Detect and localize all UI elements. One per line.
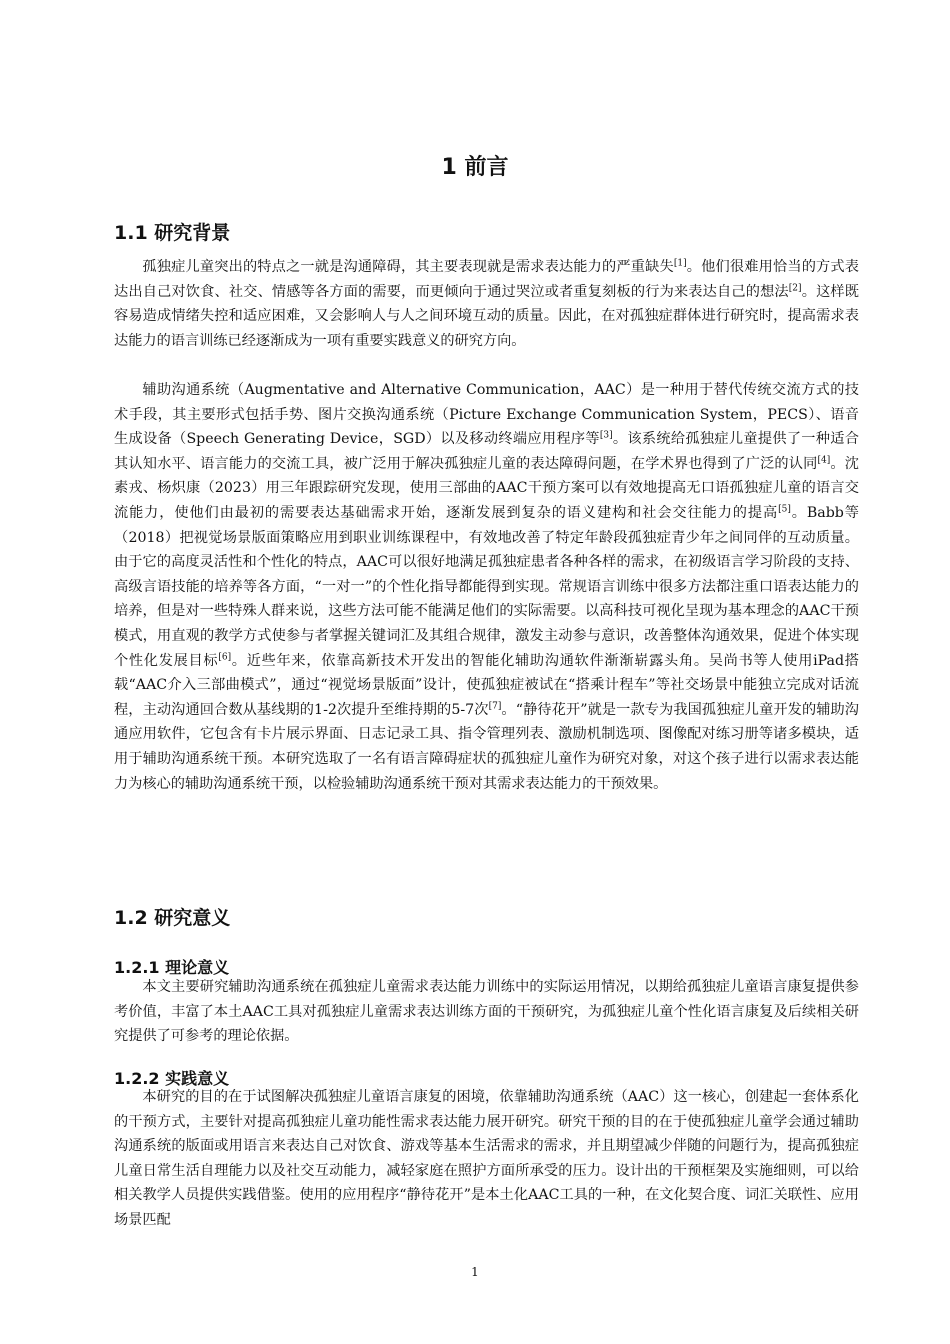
citation-ref: [4] (817, 455, 831, 466)
text-run: 。Babb等（2018）把视觉场景版面策略应用到职业训练课程中，有效地改善了特定年龄段孤独症青少年之间同伴的互动质量。由于它的高度灵活性和个性化的特点，AAC可以很好地满足孤独症患者各种各样的需求，在初级语言学习阶段的支持、高级言语技能的培养等各方面，“一对一”的个性化指导都能得到实现。常规语言训练中很多方法都注重口语表达能力的培养，但是对一些特殊人群来说，这些方法可能不能满足他们的实际需要。以高科技可视化呈现为基本理念的AAC干预模式，用直观的教学方式使参与者掌握关键词汇及其组合规律，激发主动参与意识，改善整体沟通效果，促进个体实现个性化发展目标 (114, 504, 859, 669)
citation-ref: [5] (778, 504, 791, 515)
citation-ref: [7] (488, 700, 502, 711)
text-run: 孤独症儿童突出的特点之一就是沟通障碍，其主要表现就是需求表达能力的严重缺失 (142, 259, 674, 275)
subsection-heading-theory: 1.2.1 理论意义 (114, 958, 230, 977)
text-run: 。这样既容易造成情绪失控和适应困难，又会影响人与人之间环境互动的质量。因此，在对孤独症群体进行研究时，提高需求表达能力的语言训练已经逐渐成为一项有重要实践意义的研究方向。 (114, 283, 859, 349)
paragraph-theory (114, 975, 859, 1049)
citation-ref: [2] (788, 282, 802, 293)
section-heading-significance: 1.2 研究意义 (114, 907, 231, 929)
text-run: 。该系统给孤独症儿童提供了一种适合其认知水平、语言能力的交流工具，被广泛用于解决孤独症儿童的表达障碍问题，在学术界也得到了广泛的认同 (114, 431, 859, 472)
text-run: 。沈素戎、杨炽康（2023）用三年跟踪研究发现，使用三部曲的AAC干预方案可以有效地提高无口语孤独症儿童的语言交流能力，使他们由最初的需要表达基础需求开始，逐渐发展到复杂的语义建构和社会交往能力的提高 (114, 455, 859, 521)
text-run: 本研究的目的在于试图解决孤独症儿童语言康复的困境，依靠辅助沟通系统（AAC）这一核心，创建起一套体系化的干预方式，主要针对提高孤独症儿童功能性需求表达能力展开研究。研究干预的目的在于使孤独症儿童学会通过辅助沟通系统的版面或用语言来表达自己对饮食、游戏等基本生活需求的需求，并且期望减少伴随的问题行为，提高孤独症儿童日常生活自理能力以及社交互动能力，减轻家庭在照护方面所承受的压力。设计出的干预框架及实施细则，可以给相关教学人员提供实践借鉴。使用的应用程序“静待花开”是本土化AAC工具的一种，在文化契合度、词汇关联性、应用场景匹配 (114, 1089, 859, 1228)
subsection-heading-practice: 1.2.2 实践意义 (114, 1069, 230, 1088)
citation-ref: [1] (673, 258, 687, 269)
citation-ref: [3] (599, 430, 613, 441)
chapter-title: 1 前言 (441, 155, 509, 180)
text-run: 辅助沟通系统（Augmentative and Alternative Communication，AAC）是一种用于替代传统交流方式的技术手段，其主要形式包括手势、图片交换沟通系统（Picture Exchange Communication System，PECS）、语音生成设备（Speech Generating Device，SGD）以及移动终端应用程序等 (114, 382, 859, 448)
text-run: 。近些年来，依靠高新技术开发出的智能化辅助沟通软件渐渐崭露头角。吴尚书等人使用iPad搭载“AAC介入三部曲模式”，通过“视觉场景版面”设计，使孤独症被试在“搭乘计程车”等社交场景中能独立完成对话流程，主动沟通回合数从基线期的1-2次提升至维持期的5-7次 (114, 652, 859, 718)
text-run: 。“静待花开”就是一款专为我国孤独症儿童开发的辅助沟通应用软件，它包含有卡片展示界面、日志记录工具、指令管理列表、激励机制选项、图像配对练习册等诸多模块，适用于辅助沟通系统干预。本研究选取了一名有语言障碍症状的孤独症儿童作为研究对象，对这个孩子进行以需求表达能力为核心的辅助沟通系统干预，以检验辅助沟通系统干预对其需求表达能力的干预效果。 (114, 701, 859, 792)
paragraph-background-1 (114, 255, 859, 353)
text-run: 本文主要研究辅助沟通系统在孤独症儿童需求表达能力训练中的实际运用情况，以期给孤独症儿童语言康复提供参考价值，丰富了本土AAC工具对孤独症儿童需求表达训练方面的干预研究，为孤独症儿童个性化语言康复及后续相关研究提供了可参考的理论依据。 (114, 979, 859, 1045)
section-heading-background: 1.1 研究背景 (114, 222, 231, 244)
paragraph-background-2 (114, 378, 859, 796)
citation-ref: [6] (218, 651, 232, 662)
paragraph-practice (114, 1085, 859, 1233)
page-number: 1 (471, 1265, 479, 1279)
text-run: 。他们很难用恰当的方式表达出自己对饮食、社交、情感等各方面的需要，而更倾向于通过哭泣或者重复刻板的行为来表达自己的想法 (114, 259, 859, 300)
